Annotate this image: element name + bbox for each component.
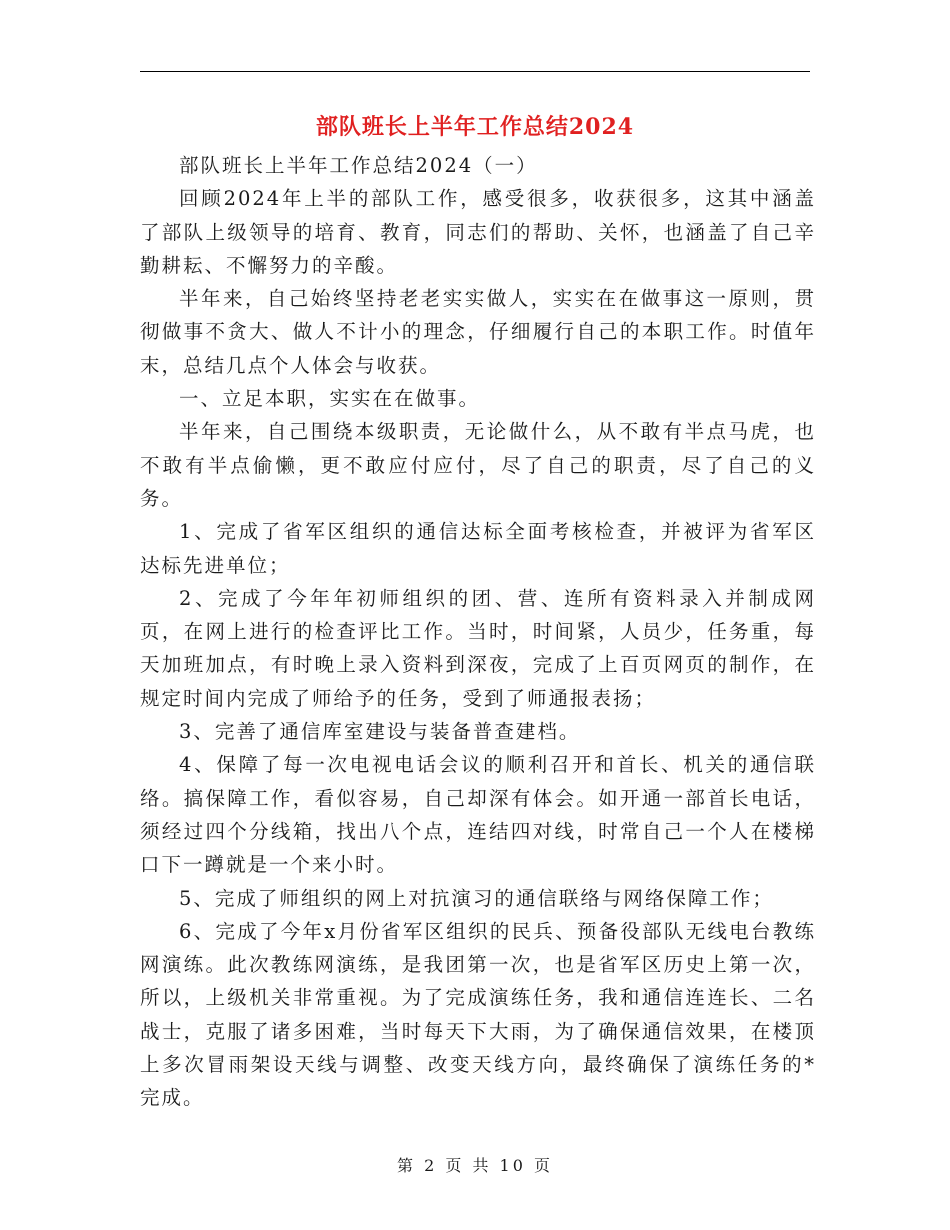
list-item-1: 1、完成了省军区组织的通信达标全面考核检查，并被评为省军区达标先进单位； — [140, 520, 816, 577]
list-item-3: 3、完善了通信库室建设与装备普查建档。 — [179, 720, 581, 744]
list-item-5: 5、完成了师组织的网上对抗演习的通信联络与网络保障工作； — [179, 886, 774, 910]
section-heading-one: 一、立足本职，实实在在做事。 — [179, 387, 481, 411]
header-rule — [140, 71, 810, 72]
document-body — [140, 149, 816, 1115]
list-item-2: 2、完成了今年年初师组织的团、营、连所有资料录入并制成网页，在网上进行的检查评比工作。当时，时间紧，人员少，任务重，每天加班加点，有时晚上录入资料到深夜，完成了上百页网页的制作，在规定时间内完成了师给予的任务，受到了师通报表扬； — [140, 586, 816, 710]
paragraph-half-year: 半年来，自己始终坚持老老实实做人，实实在在做事这一原则，贯彻做事不贪大、做人不计小的理念，仔细履行自己的本职工作。时值年末，总结几点个人体会与收获。 — [140, 287, 816, 377]
document-title: 部队班长上半年工作总结2024 — [315, 114, 635, 140]
page-number: 第 2 页 共 10 页 — [397, 1156, 553, 1175]
paragraph-duties: 半年来，自己围绕本级职责，无论做什么，从不敢有半点马虎，也不敢有半点偷懒，更不敢应付应付，尽了自己的职责，尽了自己的义务。 — [140, 420, 816, 510]
list-item-4: 4、保障了每一次电视电话会议的顺利召开和首长、机关的通信联络。搞保障工作，看似容易，自己却深有体会。如开通一部首长电话，须经过四个分线箱，找出八个点，连结四对线，时常自己一个人在楼梯口下一蹲就是一个来小时。 — [140, 753, 816, 877]
paragraph-subtitle: 部队班长上半年工作总结2024（一） — [179, 154, 538, 177]
list-item-6: 6、完成了今年x月份省军区组织的民兵、预备役部队无线电台教练网演练。此次教练网演练，是我团第一次，也是省军区历史上第一次，所以，上级机关非常重视。为了完成演练任务，我和通信连连长、二名战士，克服了诸多困难，当时每天下大雨，为了确保通信效果，在楼顶上多次冒雨架设天线与调整、改变天线方向，最终确保了演练任务的*完成。 — [140, 919, 816, 1110]
paragraph-review: 回顾2024年上半的部队工作，感受很多，收获很多，这其中涵盖了部队上级领导的培育、教育，同志们的帮助、关怀，也涵盖了自己辛勤耕耘、不懈努力的辛酸。 — [140, 187, 816, 277]
